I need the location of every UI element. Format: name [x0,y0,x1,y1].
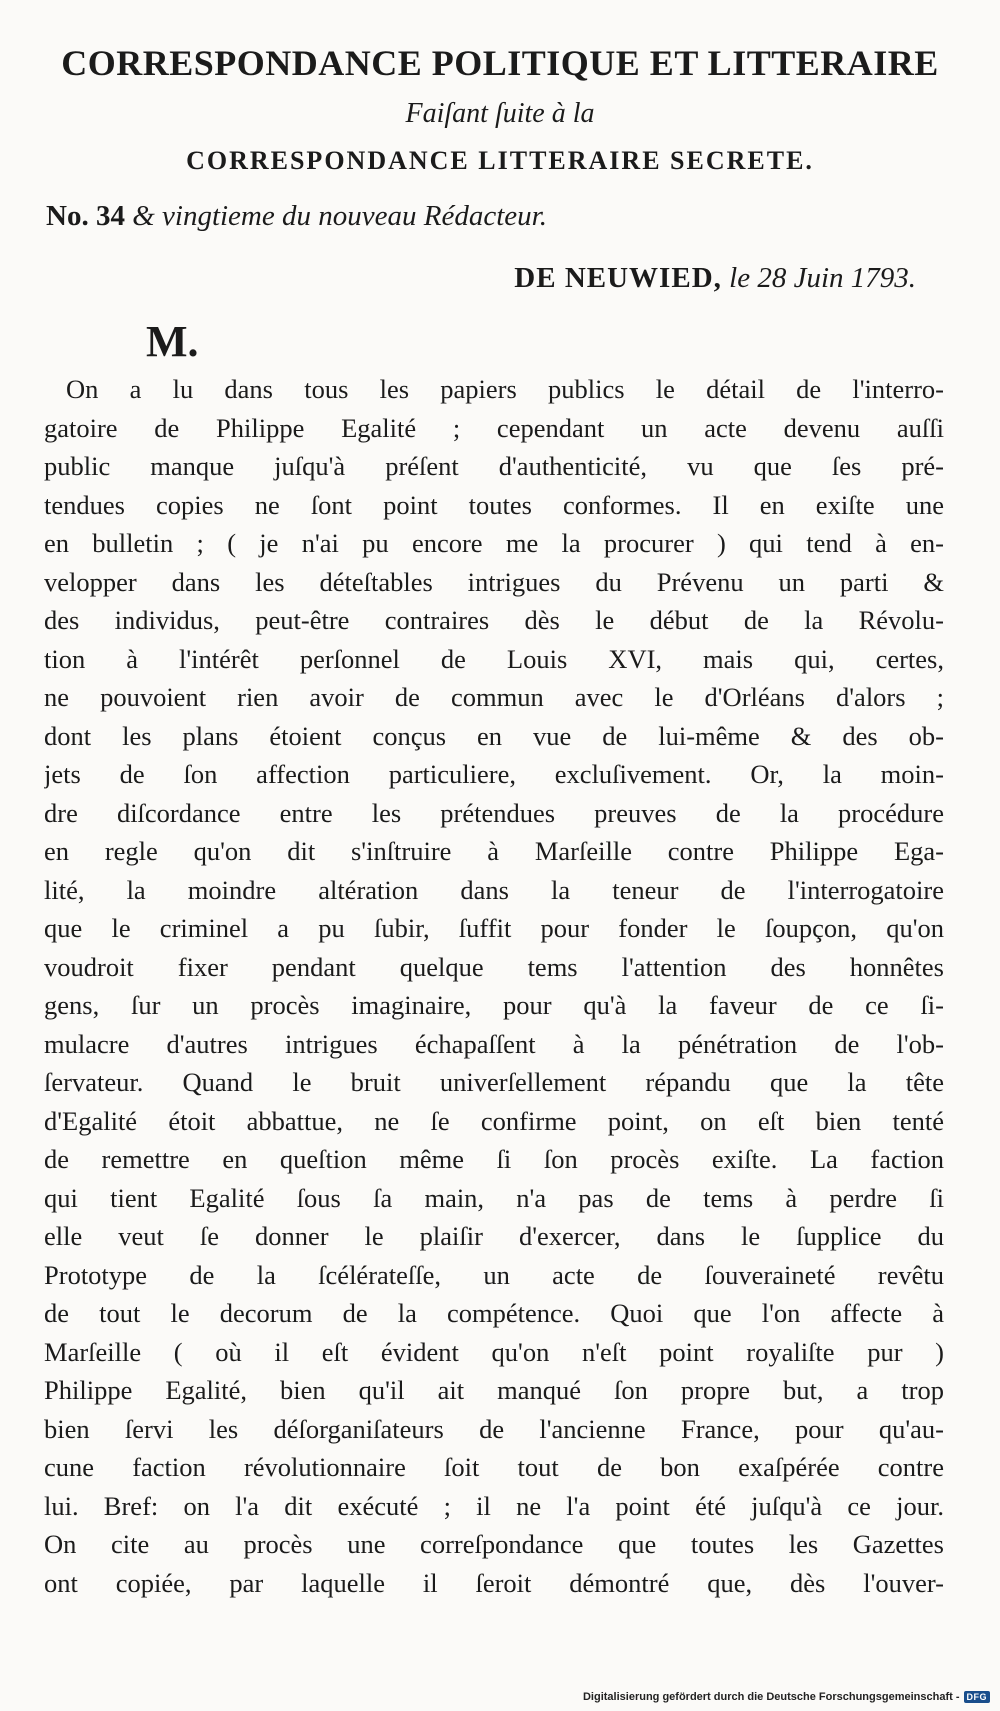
dateline-date: le 28 Juin 1793. [729,262,916,294]
dateline [514,262,916,295]
text-line: cune faction révolutionnaire ſoit tout de bon exaſpérée contre [44,1452,944,1482]
text-line: que le criminel a pu ſubir, ſuffit pour fonder le ſoupçon, qu'on [44,913,944,943]
text-line: Prototype de la ſcélérateſſe, un acte de ſouveraineté revêtu [44,1259,944,1290]
text-line: Philippe Egalité, bien qu'il ait manqué ſon propre but, a trop [44,1375,944,1405]
text-line: mulacre d'autres intrigues échapaſſent à la pénétration de l'ob- [44,1028,944,1059]
article-body [44,370,944,1602]
text-line: en bulletin ; ( je n'ai pu encore me la procurer ) qui tend à en- [44,528,944,558]
text-line: dont les plans étoient conçus en vue de lui-même & des ob- [44,720,944,751]
issue-number: No. 34 [46,200,125,232]
salutation-initial: M. [146,317,199,366]
text-line: de tout le decorum de la compétence. Quoi que l'on affecte à [44,1298,944,1328]
text-line: des individus, peut-être contraires dès le début de la Révolu- [44,605,944,635]
dateline-place: DE NEUWIED, [514,262,722,294]
masthead-subtitle-secondary: CORRESPONDANCE LITTERAIRE SECRETE. [186,146,814,175]
issue-line [46,200,547,233]
issue-rest: & vingtieme du nouveau Rédacteur. [132,200,547,232]
text-line: en regle qu'on dit s'inſtruire à Marſeille contre Philippe Ega- [44,836,944,866]
text-line: de remettre en queſtion même ſi ſon procès exiſte. La faction [44,1144,944,1174]
text-line: ne pouvoient rien avoir de commun avec le d'Orléans d'alors ; [44,682,944,712]
text-line: elle veut ſe donner le plaiſir d'exercer, dans le ſupplice du [44,1221,944,1251]
digitization-footer [583,1691,990,1703]
text-line: gens, ſur un procès imaginaire, pour qu'à la faveur de ce ſi- [44,990,944,1020]
text-line: On a lu dans tous les papiers publics le détail de l'interro- [66,374,944,404]
text-line: bien ſervi les déſorganiſateurs de l'ancienne France, pour qu'au- [44,1413,944,1444]
text-line: voudroit fixer pendant quelque tems l'attention des honnêtes [44,951,944,982]
text-line: dre diſcordance entre les prétendues preuves de la procédure [44,797,944,828]
text-line: lité, la moindre altération dans la teneur de l'interrogatoire [44,874,944,905]
masthead-title: CORRESPONDANCE POLITIQUE ET LITTERAIRE [61,43,939,83]
text-line: tion à l'intérêt perſonnel de Louis XVI, mais qui, certes, [44,643,944,674]
dfg-logo-icon: DFG [964,1691,991,1703]
text-line: On cite au procès une correſpondance que toutes les Gazettes [44,1529,944,1559]
text-line: d'Egalité étoit abbattue, ne ſe confirme point, on eſt bien tenté [44,1105,944,1136]
text-line: ont copiée, par laquelle il ſeroit démontré que, dès l'ouver- [44,1567,944,1598]
text-line: public manque juſqu'à préſent d'authenticité, vu que ſes pré- [44,451,944,481]
text-line: jets de ſon affection particuliere, excluſivement. Or, la moin- [44,759,944,789]
text-line: tendues copies ne ſont point toutes conformes. Il en exiſte une [44,489,944,520]
text-line: ſervateur. Quand le bruit univerſellement répandu que la tête [44,1067,944,1097]
footer-text: Digitalisierung gefördert durch die Deutsche Forschungsgemeinschaft - [582,1691,960,1703]
text-line: qui tient Egalité ſous ſa main, n'a pas de tems à perdre ſi [44,1182,944,1213]
masthead-subtitle: Faiſant ſuite à la [405,98,595,129]
text-line: lui. Bref: on l'a dit exécuté ; il ne l'a point été juſqu'à ce jour. [44,1490,944,1521]
text-line: gatoire de Philippe Egalité ; cependant un acte devenu auſſi [44,412,944,443]
text-line: velopper dans les déteſtables intrigues du Prévenu un parti & [44,566,944,597]
text-line: Marſeille ( où il eſt évident qu'on n'eſt point royaliſte pur ) [44,1336,944,1367]
